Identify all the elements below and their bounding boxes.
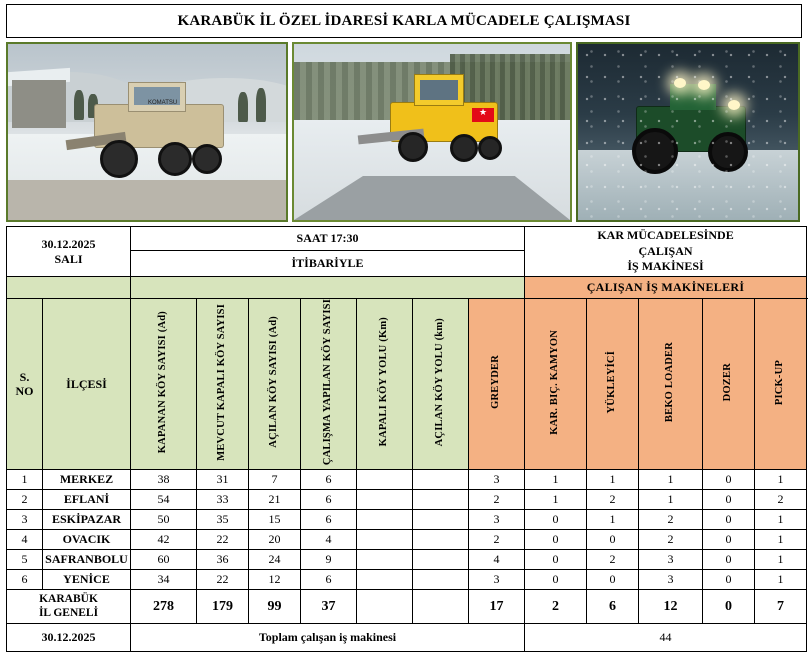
machines-title-line2: ÇALIŞAN [638, 243, 693, 258]
header-sno-line1: S. [19, 369, 30, 384]
cell-pickup: 1 [755, 470, 807, 490]
cell-sno: 6 [7, 570, 43, 590]
header-sno [7, 299, 43, 470]
cell-ilce: EFLANİ [43, 490, 131, 510]
cell-pickup: 1 [755, 570, 807, 590]
cell-yukleyici: 0 [587, 530, 639, 550]
cell-yukleyici: 2 [587, 490, 639, 510]
cell-calisma: 6 [301, 510, 357, 530]
header-dozer-label: DOZER [722, 362, 734, 402]
total-mevcut: 179 [197, 590, 249, 624]
report-day: SALI [54, 251, 83, 266]
cell-greyder: 3 [469, 470, 525, 490]
cell-acilan-yolu [413, 530, 469, 550]
header-beko-loader-label: BEKO LOADER [664, 342, 676, 423]
cell-ilce: MERKEZ [43, 470, 131, 490]
cell-greyder: 3 [469, 570, 525, 590]
cell-kar-bicakli: 0 [525, 510, 587, 530]
table-row [7, 550, 807, 570]
cell-kapanan: 50 [131, 510, 197, 530]
header-greyder [469, 299, 525, 470]
cell-sno: 4 [7, 530, 43, 550]
header-kapali-koy-yolu-label: KAPALI KÖY YOLU (Km) [378, 317, 390, 447]
header-kar-bicakli-kamyon [525, 299, 587, 470]
cell-kapali-yolu [357, 490, 413, 510]
machines-title-line3: İŞ MAKİNESİ [627, 259, 704, 274]
cell-dozer: 0 [703, 490, 755, 510]
cell-kar-bicakli: 0 [525, 530, 587, 550]
cell-acilan-yolu [413, 510, 469, 530]
page-title: KARABÜK İL ÖZEL İDARESİ KARLA MÜCADELE ÇALIŞMASI [6, 4, 802, 38]
spacer-middle [131, 277, 525, 299]
header-beko-loader [639, 299, 703, 470]
cell-calisma: 6 [301, 490, 357, 510]
cell-kapanan: 38 [131, 470, 197, 490]
cell-yukleyici: 0 [587, 570, 639, 590]
cell-pickup: 1 [755, 510, 807, 530]
cell-mevcut: 36 [197, 550, 249, 570]
machines-group-header: ÇALIŞAN İŞ MAKİNELERİ [525, 277, 807, 299]
cell-ilce: YENİCE [43, 570, 131, 590]
total-kapanan: 278 [131, 590, 197, 624]
cell-beko: 1 [639, 490, 703, 510]
photo-grader-road [292, 42, 572, 222]
report-date-cell [7, 227, 131, 277]
total-label-cell [7, 590, 131, 624]
cell-acilan-yolu [413, 570, 469, 590]
cell-kar-bicakli: 0 [525, 570, 587, 590]
cell-sno: 2 [7, 490, 43, 510]
table-row [7, 510, 807, 530]
machines-title-line1: KAR MÜCADELESİNDE [597, 228, 734, 243]
cell-calisma: 6 [301, 570, 357, 590]
total-calisma: 37 [301, 590, 357, 624]
cell-kar-bicakli: 0 [525, 550, 587, 570]
cell-kar-bicakli: 1 [525, 470, 587, 490]
cell-acilan: 21 [249, 490, 301, 510]
cell-calisma: 9 [301, 550, 357, 570]
cell-acilan-yolu [413, 470, 469, 490]
total-label-line2: İL GENELİ [38, 606, 99, 619]
total-greyder: 17 [469, 590, 525, 624]
cell-beko: 3 [639, 570, 703, 590]
cell-mevcut: 31 [197, 470, 249, 490]
cell-kapali-yolu [357, 570, 413, 590]
header-sno-line2: NO [15, 384, 34, 399]
info-row [7, 227, 807, 251]
header-kapanan-koy [131, 299, 197, 470]
column-header-row [7, 299, 807, 470]
cell-mevcut: 22 [197, 530, 249, 550]
group-header-row [7, 277, 807, 299]
cell-greyder: 3 [469, 510, 525, 530]
header-acilan-koy-yolu-label: AÇILAN KÖY YOLU (km) [434, 317, 446, 447]
cell-calisma: 6 [301, 470, 357, 490]
header-yukleyici [587, 299, 639, 470]
footer-label: Toplam çalışan iş makinesi [131, 624, 525, 652]
cell-kapali-yolu [357, 470, 413, 490]
photo-strip [6, 42, 802, 222]
footer-date: 30.12.2025 [7, 624, 131, 652]
total-pickup: 7 [755, 590, 807, 624]
header-acilan-koy-label: AÇILAN KÖY SAYISI (Ad) [268, 316, 280, 448]
cell-greyder: 2 [469, 490, 525, 510]
header-yukleyici-label: YÜKLEYİCİ [606, 350, 618, 414]
cell-dozer: 0 [703, 570, 755, 590]
cell-kapanan: 42 [131, 530, 197, 550]
total-row [7, 590, 807, 624]
total-label-line1: KARABÜK [39, 593, 98, 606]
footer-row [7, 624, 807, 652]
header-kapali-koy-yolu [357, 299, 413, 470]
cell-yukleyici: 1 [587, 470, 639, 490]
photo-grader-village: KOMATSU [6, 42, 288, 222]
cell-dozer: 0 [703, 470, 755, 490]
report-time-sub: İTİBARİYLE [131, 251, 525, 277]
report-time: SAAT 17:30 [131, 227, 525, 251]
cell-sno: 5 [7, 550, 43, 570]
table-row [7, 490, 807, 510]
table-row [7, 530, 807, 550]
cell-kapali-yolu [357, 510, 413, 530]
cell-acilan: 24 [249, 550, 301, 570]
cell-kapanan: 54 [131, 490, 197, 510]
cell-dozer: 0 [703, 530, 755, 550]
header-kapanan-koy-label: KAPANAN KÖY SAYISI (Ad) [157, 310, 169, 454]
snow-operations-table [6, 226, 807, 652]
total-beko: 12 [639, 590, 703, 624]
cell-calisma: 4 [301, 530, 357, 550]
cell-greyder: 2 [469, 530, 525, 550]
header-pickup [755, 299, 807, 470]
header-greyder-label: GREYDER [490, 355, 502, 410]
cell-ilce: OVACIK [43, 530, 131, 550]
cell-beko: 1 [639, 470, 703, 490]
photo-night-operation [576, 42, 800, 222]
header-acilan-koy [249, 299, 301, 470]
cell-acilan: 12 [249, 570, 301, 590]
cell-mevcut: 22 [197, 570, 249, 590]
total-yukleyici: 6 [587, 590, 639, 624]
cell-beko: 2 [639, 530, 703, 550]
total-acilan: 99 [249, 590, 301, 624]
cell-ilce: ESKİPAZAR [43, 510, 131, 530]
report-date: 30.12.2025 [41, 236, 96, 251]
table-row [7, 470, 807, 490]
cell-beko: 2 [639, 510, 703, 530]
cell-acilan-yolu [413, 490, 469, 510]
cell-kapanan: 34 [131, 570, 197, 590]
cell-yukleyici: 1 [587, 510, 639, 530]
cell-dozer: 0 [703, 550, 755, 570]
machines-title-cell [525, 227, 807, 277]
cell-acilan: 20 [249, 530, 301, 550]
cell-ilce: SAFRANBOLU [43, 550, 131, 570]
header-calisma-yapilan-label: ÇALIŞMA YAPILAN KÖY SAYISI [322, 299, 334, 466]
cell-sno: 1 [7, 470, 43, 490]
total-kar-bicakli: 2 [525, 590, 587, 624]
spacer-left [7, 277, 131, 299]
header-acilan-koy-yolu [413, 299, 469, 470]
footer-total-machines: 44 [525, 624, 807, 652]
cell-pickup: 1 [755, 530, 807, 550]
cell-pickup: 1 [755, 550, 807, 570]
cell-acilan-yolu [413, 550, 469, 570]
cell-sno: 3 [7, 510, 43, 530]
header-pickup-label: PICK-UP [774, 359, 786, 405]
cell-pickup: 2 [755, 490, 807, 510]
total-kapali-yolu [357, 590, 413, 624]
header-kar-bicakli-kamyon-label: KAR. BIÇ. KAMYON [549, 329, 561, 435]
cell-kapanan: 60 [131, 550, 197, 570]
cell-mevcut: 35 [197, 510, 249, 530]
cell-beko: 3 [639, 550, 703, 570]
cell-acilan: 7 [249, 470, 301, 490]
table-row [7, 570, 807, 590]
header-calisma-yapilan [301, 299, 357, 470]
header-ilce: İLÇESİ [43, 299, 131, 470]
cell-dozer: 0 [703, 510, 755, 530]
total-acilan-yolu [413, 590, 469, 624]
total-dozer: 0 [703, 590, 755, 624]
cell-mevcut: 33 [197, 490, 249, 510]
cell-yukleyici: 2 [587, 550, 639, 570]
header-mevcut-kapali [197, 299, 249, 470]
header-mevcut-kapali-label: MEVCUT KAPALI KÖY SAYISI [216, 303, 228, 461]
cell-acilan: 15 [249, 510, 301, 530]
cell-kar-bicakli: 1 [525, 490, 587, 510]
cell-kapali-yolu [357, 530, 413, 550]
cell-greyder: 4 [469, 550, 525, 570]
cell-kapali-yolu [357, 550, 413, 570]
header-dozer [703, 299, 755, 470]
